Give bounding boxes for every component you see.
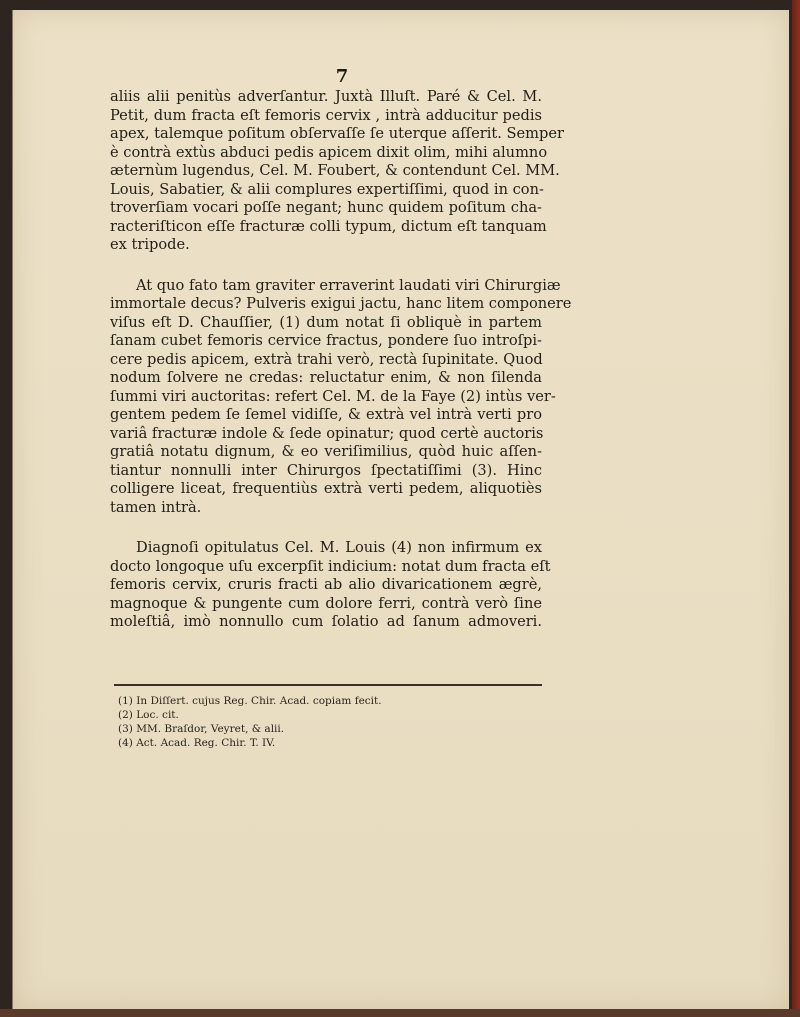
page-number: 7 bbox=[335, 66, 349, 87]
text-line: Louis, Sabatier, & alii complures expertiſſimi, quod in con- bbox=[110, 180, 544, 198]
text-line: apex, talemque poſitum obſervaſſe ſe uterque aſſerit. Semper bbox=[110, 125, 564, 142]
footnote: (4) Act. Acad. Reg. Chir. T. IV. bbox=[118, 737, 276, 749]
binding-edge bbox=[792, 0, 800, 1017]
text-line: racteriſticon eſſe fracturæ colli typum, dictum eſt tanquam bbox=[110, 217, 547, 235]
text-line: ſanam cubet femoris cervice fractus, pondere ſuo introſpi- bbox=[110, 332, 542, 349]
text-line: aliis alii penitùs adverſantur. Juxtà Illuſt. Paré & Cel. M. bbox=[110, 88, 542, 105]
text-line: moleſtiâ, imò nonnullo cum ſolatio ad ſanum admoveri. bbox=[110, 613, 542, 630]
body-text bbox=[110, 88, 572, 632]
text-line: tamen intrà. bbox=[110, 498, 202, 516]
footnotes bbox=[118, 694, 548, 750]
text-line: viſus eſt D. Chauſſier, (1) dum notat ſi obliquè in partem bbox=[110, 313, 542, 331]
footnote: (3) MM. Braſdor, Veyret, & alii. bbox=[118, 723, 285, 735]
paragraph-2 bbox=[110, 276, 572, 518]
text-line: cere pedis apicem, extrà trahi verò, rectà ſupinitate. Quod bbox=[110, 350, 543, 368]
paragraph-3 bbox=[110, 539, 551, 632]
text-line: Diagnoſi opitulatus Cel. M. Louis (4) non infirmum ex bbox=[136, 539, 542, 556]
text-line: æternùm lugendus, Cel. M. Foubert, & contendunt Cel. MM. bbox=[110, 162, 560, 179]
text-line: ſummi viri auctoritas: refert Cel. M. de la Faye (2) intùs ver- bbox=[110, 387, 556, 405]
text-line: docto longoque uſu excerpſit indicium: notat dum fracta eſt bbox=[110, 557, 551, 575]
text-line: magnoque & pungente cum dolore ferri, contrà verò ſine bbox=[110, 594, 542, 612]
text-line: gentem pedem ſe ſemel vidiſſe, & extrà vel intrà verti pro bbox=[110, 406, 542, 423]
text-line: tiantur nonnulli inter Chirurgos ſpectatiſſimi (3). Hinc bbox=[110, 461, 542, 479]
text-line: colligere liceat, frequentiùs extrà verti pedem, aliquotiès bbox=[110, 480, 542, 497]
text-line: immortale decus? Pulveris exigui jactu, hanc litem componere bbox=[110, 295, 572, 312]
text-line: è contrà extùs abduci pedis apicem dixit olim, mihi alumno bbox=[110, 143, 548, 161]
footnote-rule bbox=[114, 684, 542, 686]
text-line: nodum ſolvere ne credas: reluctatur enim, & non ſilenda bbox=[110, 369, 542, 386]
text-line: variâ fracturæ indole & ſede opinatur; quod certè auctoris bbox=[110, 424, 544, 442]
paragraph-1 bbox=[110, 88, 564, 255]
text-line: At quo fato tam graviter erraverint laudati viri Chirurgiæ bbox=[136, 276, 561, 294]
footnote: (1) In Diſſert. cujus Reg. Chir. Acad. copiam fecit. bbox=[118, 695, 382, 707]
text-line: ex tripode. bbox=[110, 236, 190, 253]
text-line: troverſiam vocari poſſe negant; hunc quidem poſitum cha- bbox=[110, 199, 542, 216]
footnote: (2) Loc. cit. bbox=[118, 709, 179, 721]
text-line: gratiâ notatu dignum, & eo veriſimilius, quòd huic aſſen- bbox=[110, 443, 542, 460]
text-line: Petit, dum fracta eſt femoris cervix , intrà adducitur pedis bbox=[110, 106, 542, 124]
text-line: femoris cervix, cruris fracti ab alio divaricationem ægrè, bbox=[110, 576, 542, 593]
bottom-edge bbox=[0, 1009, 800, 1017]
